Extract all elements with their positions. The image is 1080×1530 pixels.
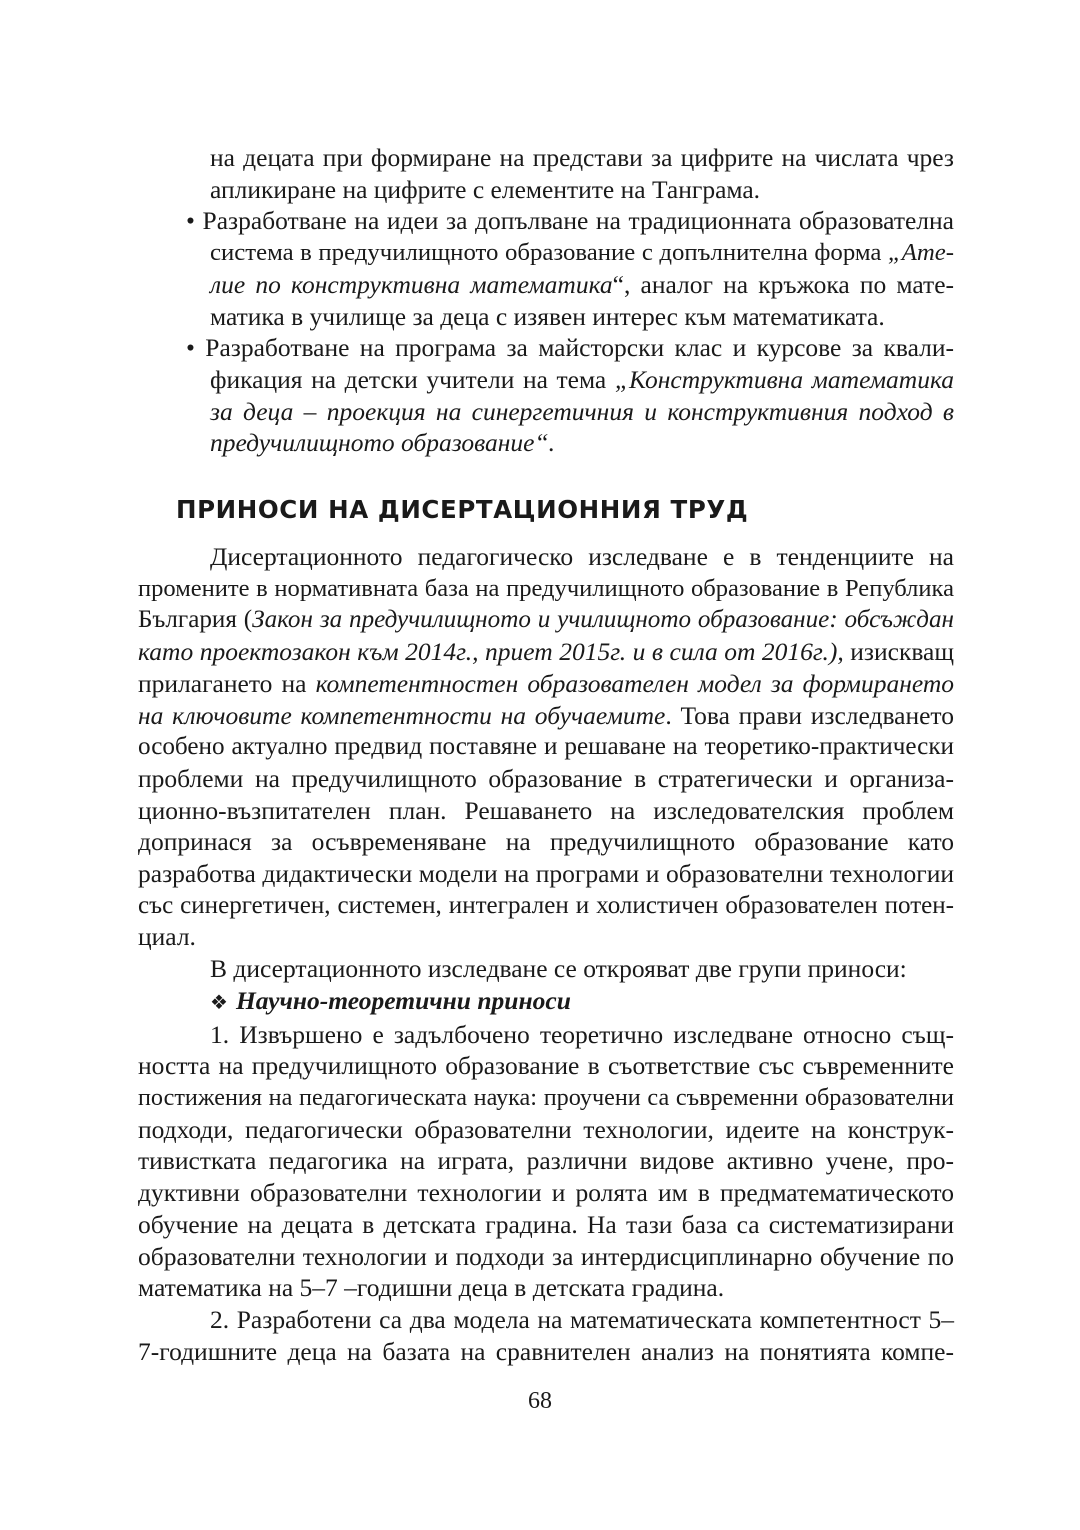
text-line (138, 364, 954, 396)
numbered-item (138, 1304, 954, 1367)
text-line: 2. Разработени са два модела на математическата компетентност 5– (210, 1304, 954, 1334)
text-line: В дисертационното изследване се открояват две групи приноси: (210, 954, 907, 984)
text-line: обучение на децата в детската градина. На тази база са систематизирани (138, 1209, 954, 1239)
text-line: промените в нормативната база на предучилищното образование в Република (138, 574, 954, 602)
text-line: ността на предучилищното образование в съответствие със съвременните (138, 1051, 954, 1081)
text-line: Дисертационното педагогическо изследване е в тенденциите на (210, 542, 954, 572)
page-content (138, 142, 954, 1367)
text-line: математика на 5–7 –годишни деца в детската градина. (138, 1273, 725, 1303)
text-line (138, 237, 954, 269)
paragraph (138, 953, 954, 985)
text-line: на децата при формиране на представи за цифрите на числата чрез (210, 143, 954, 172)
text-span: “, аналог на кръжока по мате- (612, 269, 954, 299)
text-line: проблеми на предучилищното образование в стратегически и организа- (138, 763, 954, 793)
text-line: тивистката педагогика на играта, различни видове активно учене, про- (138, 1146, 954, 1176)
diamond-bullet-icon: ❖ (210, 989, 228, 1014)
page-number: 68 (528, 1388, 552, 1414)
paragraph (138, 541, 954, 953)
text-line: допринася за осъвременяване на предучилищното образование като (138, 827, 954, 857)
spacer (138, 459, 954, 493)
text-line: ционно-възпитателен план. Решаването на изследователския проблем (138, 795, 954, 825)
italic-span: „Конструктивна математика (614, 364, 954, 394)
text-line: • Разработване на програма за майсторски клас и курсове за квали- (186, 333, 954, 363)
text-line (138, 427, 954, 459)
italic-span: предучилищното образование“. (210, 428, 556, 458)
text-line: подходи, педагогически образователни технологии, идеите на конструк- (138, 1114, 954, 1144)
text-span: . Това прави изследването (665, 700, 954, 730)
continued-paragraph (138, 142, 954, 205)
text-line (138, 668, 954, 700)
italic-span: „Ате- (887, 239, 954, 267)
italic-span: като проектозакон към 2014г., приет 2015г. и в сила от 2016г.), (138, 637, 844, 667)
bullet-item (138, 205, 954, 332)
text-line: 1. Извършено е задълбочено теоретично изследване относно същ- (210, 1019, 954, 1049)
italic-span: компетентностен образователен модел за формирането (315, 668, 954, 698)
text-line: със синергетичен, системен, интегрален и холистичен образователен потен- (138, 891, 954, 919)
text-line (138, 604, 954, 636)
text-line: циал. (138, 922, 196, 952)
text-line: 7-годишните деца на базата на сравнителен анализ на понятията компе- (138, 1336, 954, 1366)
italic-span: за деца – проекция на синергетичния и конструктивния подход в (210, 396, 954, 426)
text-span: система в предучилищното образование с допълнителна форма (210, 239, 888, 267)
text-line (138, 269, 954, 301)
text-span: България ( (138, 606, 253, 634)
italic-span: на ключовите компетентности на обучаемите (138, 700, 666, 730)
section-heading: ПРИНОСИ НА ДИСЕРТАЦИОННИЯ ТРУД (176, 495, 749, 525)
text-line: матика в училище за деца с изявен интерес към математиката. (210, 301, 885, 331)
text-line (138, 396, 954, 428)
text-span: изискващ (843, 637, 954, 667)
text-span: прилагането на (138, 668, 316, 698)
text-line: постижения на педагогическата наука: проучени са съвременни образователни (138, 1083, 954, 1111)
subsection-title: Научно-теоретични приноси (235, 985, 571, 1015)
italic-span: лие по конструктивна математика (210, 269, 613, 299)
bullet-item (138, 332, 954, 459)
text-line: • Разработване на идеи за допълване на традиционната образователна (186, 206, 954, 236)
numbered-item (138, 1019, 954, 1304)
text-line (138, 636, 954, 668)
text-span: фикация на детски учители на тема (210, 364, 615, 394)
text-line: образователни технологии и подходи за интердисциплинарно обучение по (138, 1241, 954, 1271)
text-line: особено актуално предвид поставяне и решаване на теоретико-практически (138, 733, 954, 761)
italic-span: Закон за предучилищното и училищното образование: обсъждан (252, 606, 954, 634)
text-line: дуктивни образователни технологии и ролята им в предматематическото (138, 1178, 954, 1208)
text-line (138, 700, 954, 732)
subsection-heading (138, 985, 954, 1019)
text-line: апликиране на цифрите с елементите на Танграма. (210, 174, 761, 204)
text-line: разработва дидактически модели на програми и образователни технологии (138, 859, 954, 889)
